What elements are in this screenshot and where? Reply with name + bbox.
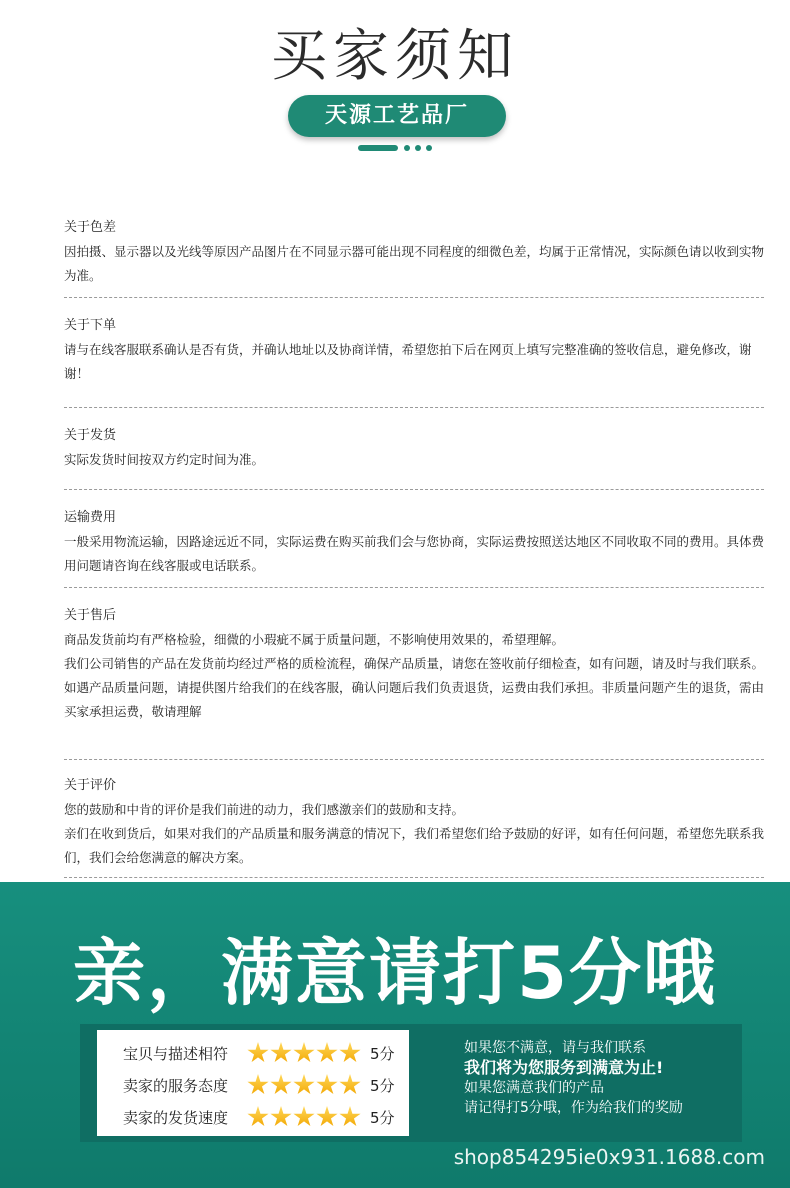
section-freight: [64, 508, 764, 588]
rating-score: 5分: [370, 1044, 395, 1063]
message-line: 我们将为您服务到满意为止!: [464, 1058, 664, 1077]
section-heading: 关于评价: [64, 778, 117, 793]
rating-label: 卖家的发货速度: [123, 1108, 229, 1127]
section-heading: 关于色差: [64, 220, 117, 235]
section-text: 请与在线客服联系确认是否有货，并确认地址以及协商详情，希望您拍下后在网页上填写完整准确的签收信息，避免修改，谢谢！: [64, 342, 752, 381]
section-ordering: [64, 316, 764, 408]
company-badge: 天源工艺品厂: [288, 95, 506, 137]
section-heading: 关于下单: [64, 318, 117, 333]
section-text: 您的鼓励和中肯的评价是我们前进的动力，我们感激亲们的鼓励和支持。: [64, 802, 465, 817]
section-heading: 关于发货: [64, 428, 117, 443]
section-heading: 关于售后: [64, 608, 117, 623]
section-color-difference: [64, 218, 764, 298]
message-line: 请记得打5分哦，作为给我们的奖励: [464, 1100, 683, 1116]
rating-label: 卖家的服务态度: [123, 1076, 229, 1095]
section-heading: 运输费用: [64, 510, 117, 525]
section-after-sales: [64, 606, 764, 760]
slogan: 亲，满意请打5分哦: [72, 931, 718, 1015]
section-text: 如遇产品质量问题，请提供图片给我们的在线客服，确认问题后我们负责退货，运费由我们承担。非质量问题产生的退货，需由买家承担运费，敬请理解: [64, 680, 765, 719]
section-text: 一般采用物流运输，因路途远近不同，实际运费在购买前我们会与您协商，实际运费按照送达地区不同收取不同的费用。具体费用问题请咨询在线客服或电话联系。: [64, 534, 765, 573]
satisfaction-message: [464, 1038, 683, 1118]
rating-score: 5分: [370, 1076, 395, 1095]
five-stars-icon: [247, 1042, 362, 1064]
rating-row: [123, 1069, 409, 1101]
section-text: 因拍摄、显示器以及光线等原因产品图片在不同显示器可能出现不同程度的细微色差，均属于正常情况，实际颜色请以收到实物为准。: [64, 244, 765, 283]
rating-row: [123, 1037, 409, 1069]
page-title: 买家须知: [271, 24, 519, 89]
section-text: 我们公司销售的产品在发货前均经过严格的质检流程，确保产品质量，请您在签收前仔细检查，如有问题，请及时与我们联系。: [64, 656, 765, 671]
five-stars-icon: [247, 1106, 362, 1128]
section-reviews: [64, 776, 764, 878]
five-stars-icon: [247, 1074, 362, 1096]
message-line: 如果您不满意，请与我们联系: [464, 1040, 646, 1056]
decorative-dots: [358, 144, 437, 152]
shop-url-watermark: shop854295ie0x931.1688.com: [453, 1145, 765, 1169]
rating-row: [123, 1101, 409, 1133]
section-text: 商品发货前均有严格检验，细微的小瑕疵不属于质量问题，不影响使用效果的，希望理解。: [64, 632, 565, 647]
section-text: 实际发货时间按双方约定时间为准。: [64, 452, 265, 467]
rating-box: [97, 1030, 409, 1136]
section-shipping: [64, 426, 764, 490]
rating-score: 5分: [370, 1108, 395, 1127]
rating-label: 宝贝与描述相符: [123, 1044, 229, 1063]
message-line: 如果您满意我们的产品: [464, 1080, 604, 1096]
section-text: 亲们在收到货后，如果对我们的产品质量和服务满意的情况下，我们希望您们给予鼓励的好评，如有任何问题，希望您先联系我们，我们会给您满意的解决方案。: [64, 826, 765, 865]
notice-sections: [64, 218, 764, 878]
